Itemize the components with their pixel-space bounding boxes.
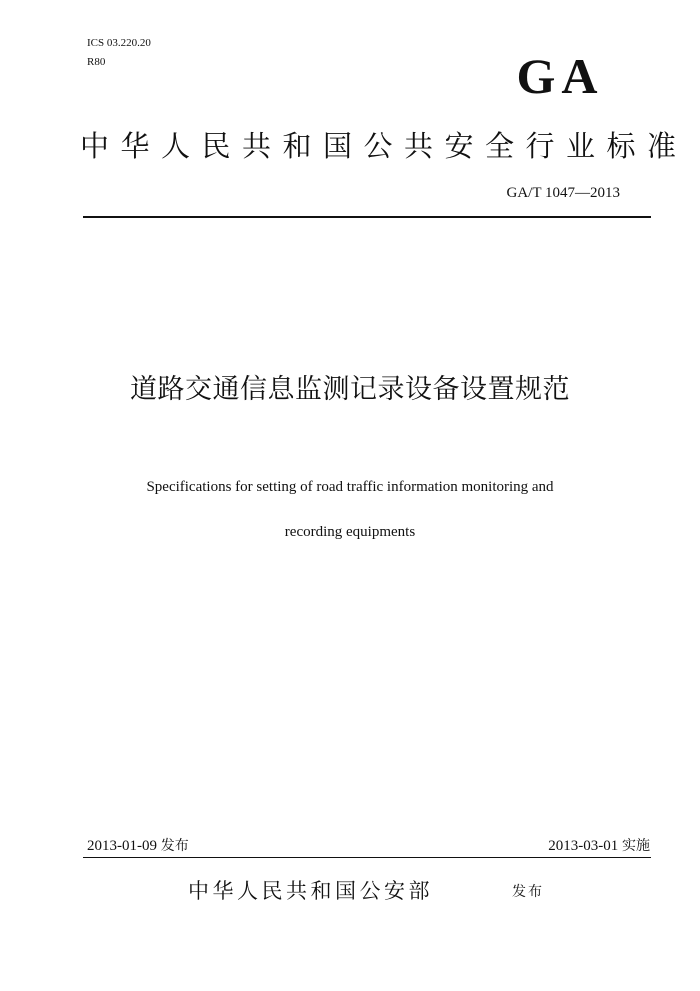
issuer-name: 中华人民共和国公安部 [188,879,433,903]
title-english-line-1: Specifications for setting of road traffic information monitoring and [146,479,554,495]
ccs-code: R80 [87,56,106,68]
title-english-line-2: recording equipments [284,524,416,540]
issue-date-line [87,836,189,856]
standard-category: 中华人民共和国公共安全行业标准 [80,129,688,163]
top-divider [83,216,651,218]
issuer-label: 发布 [512,884,544,900]
bottom-divider [83,857,651,858]
ga-logo: GA [516,48,604,104]
issue-date: 2013-01-09 [87,838,157,854]
issue-label: 发布 [160,838,189,854]
ics-code: ICS 03.220.20 [87,37,151,49]
implement-date-line [548,836,650,856]
implement-date: 2013-03-01 [548,838,619,854]
standard-number: GA/T 1047—2013 [506,185,620,201]
title-chinese: 道路交通信息监测记录设备设置规范 [130,374,570,405]
implement-label: 实施 [622,838,650,854]
